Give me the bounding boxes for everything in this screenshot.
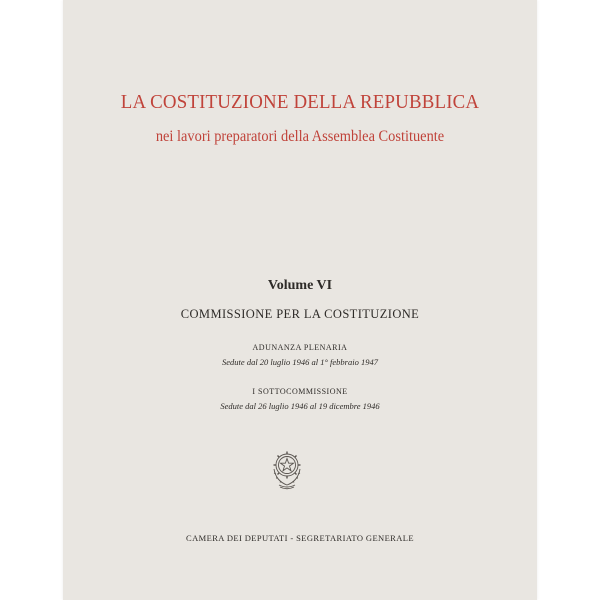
- italian-republic-emblem-icon: [269, 447, 305, 491]
- book-cover: [63, 0, 537, 600]
- section-heading-plenaria: ADUNANZA PLENARIA: [252, 343, 348, 352]
- section-heading-sottocommissione: I SOTTOCOMMISSIONE: [252, 387, 348, 396]
- section-dates-plenaria: Sedute dal 20 luglio 1946 al 1° febbraio 1947: [222, 357, 378, 367]
- section-dates-sottocommissione: Sedute dal 26 luglio 1946 al 19 dicembre 1946: [220, 401, 380, 411]
- book-subtitle: nei lavori preparatori della Assemblea Costituente: [155, 128, 445, 145]
- volume-label: Volume VI: [267, 278, 333, 293]
- book-title: LA COSTITUZIONE DELLA REPUBBLICA: [120, 91, 480, 113]
- publisher-line: CAMERA DEI DEPUTATI - SEGRETARIATO GENERALE: [186, 533, 414, 543]
- commission-heading: COMMISSIONE PER LA COSTITUZIONE: [180, 307, 420, 321]
